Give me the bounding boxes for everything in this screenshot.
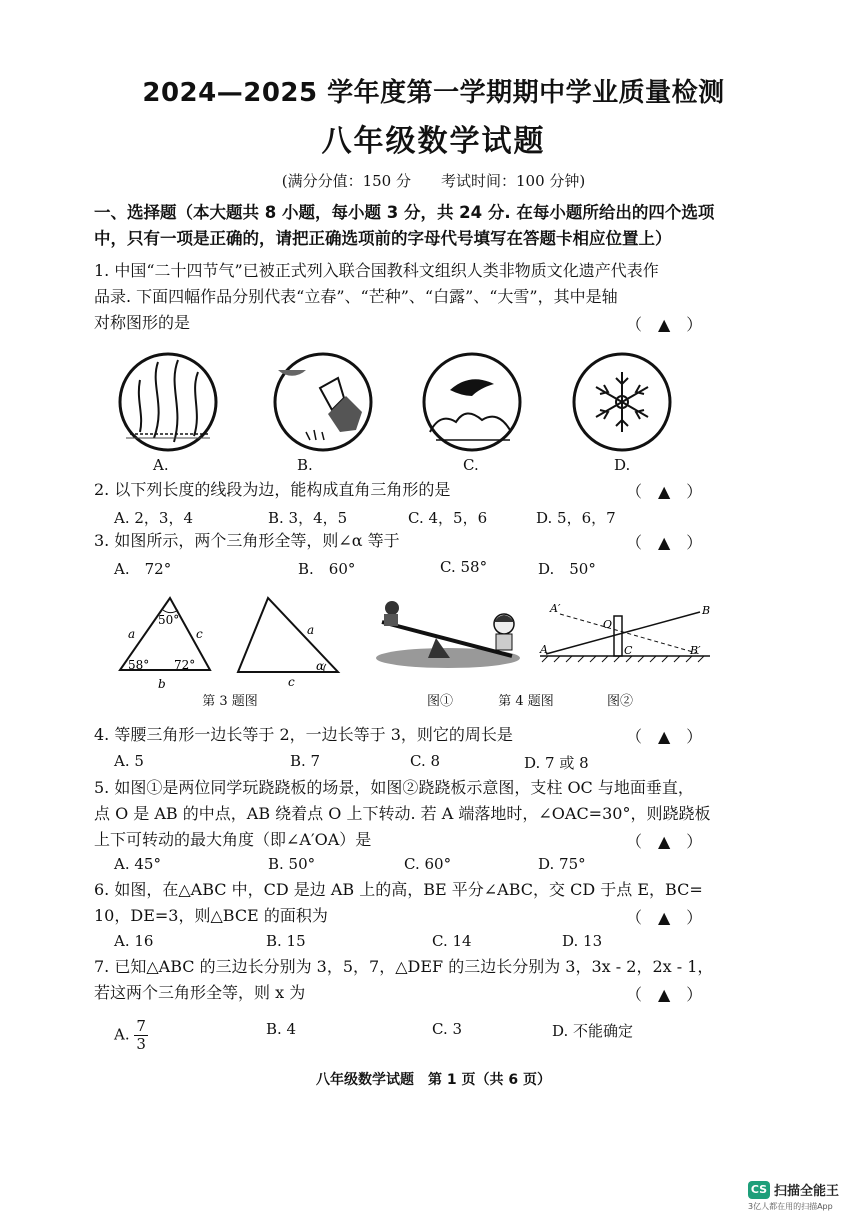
q4-option-d: D. 7 或 8 (524, 754, 589, 772)
q2-option-c: C. 4，5，6 (408, 509, 488, 527)
q1-option-c: C. (463, 456, 479, 474)
tri1-angle-left: 58° (128, 658, 150, 672)
q7-option-b: B. 4 (266, 1020, 297, 1038)
q1-option-a: A. (153, 456, 169, 474)
seesaw-scene-image (376, 601, 520, 668)
caption-fig1: 图① (426, 694, 453, 709)
q2-text: 2. 以下列长度的线段为边，能构成直角三角形的是 (94, 480, 451, 499)
q6-option-b: B. 15 (266, 932, 306, 950)
scanner-name: 扫描全能王 (774, 1184, 840, 1199)
q7-option-a-fraction (134, 1018, 148, 1053)
q3-option-d: D. 50° (538, 560, 596, 578)
q3-option-a: A. 72° (114, 560, 172, 578)
q5-option-c: C. 60° (404, 855, 452, 873)
label-c: C (624, 644, 633, 657)
q6-option-a: A. 16 (114, 932, 154, 950)
q1-images (110, 350, 730, 455)
q5-option-a: A. 45° (114, 855, 161, 873)
section-heading-line1: 一、选择题（本大题共 8 小题，每小题 3 分，共 24 分. 在每小题所给出的四个选项 (94, 203, 715, 222)
caption-fig2: 图② (606, 694, 633, 709)
q6-option-c: C. 14 (432, 932, 472, 950)
caption-q3: 第 3 题图 (202, 694, 258, 709)
tri1-angle-top: 50° (158, 613, 180, 627)
q7-option-a (114, 1018, 148, 1053)
q7-option-a-label: A. (114, 1025, 130, 1044)
q7-line2: 若这两个三角形全等，则 x 为 (94, 983, 306, 1002)
label-a: A (540, 643, 548, 656)
fraction-numerator: 7 (136, 1017, 146, 1035)
exam-info: (满分分值：150 分 考试时间：100 分钟) (281, 172, 586, 190)
tri2-side-a: a (307, 623, 315, 637)
q4-option-a: A. 5 (114, 752, 144, 770)
tri1-side-c: c (196, 627, 203, 641)
tri2-angle-alpha: α (316, 659, 325, 673)
q4-option-c: C. 8 (410, 752, 441, 770)
q5-line2: 点 O 是 AB 的中点，AB 绕着点 O 上下转动. 若 A 端落地时，∠OAC=30°，则跷跷板 (94, 804, 711, 823)
q1-option-d: D. (614, 456, 631, 474)
exam-title: 2024—2025 学年度第一学期期中学业质量检测 (142, 78, 725, 108)
q5-line1: 5. 如图①是两位同学玩跷跷板的场景，如图②跷跷板示意图，支柱 OC 与地面垂直， (94, 778, 694, 797)
q3-option-b: B. 60° (298, 560, 356, 578)
q6-answer-mark: （ ▲ ） (626, 908, 703, 927)
exam-subtitle: 八年级数学试题 (321, 124, 546, 159)
q3-answer-mark: （ ▲ ） (626, 533, 703, 552)
q1-line3: 对称图形的是 (94, 313, 191, 332)
tri1-side-a: a (128, 627, 136, 641)
tri1-side-b: b (158, 677, 166, 691)
q3-triangle-2 (238, 598, 338, 689)
caption-q4: 第 4 题图 (498, 694, 554, 709)
q7-line1: 7. 已知△ABC 的三边长分别为 3，5，7，△DEF 的三边长分别为 3，3x - 2，2x - 1， (94, 957, 714, 976)
section-heading-line2: 中，只有一项是正确的，请把正确选项前的字母代号填写在答题卡相应位置上） (94, 229, 672, 248)
q7-option-d: D. 不能确定 (552, 1022, 634, 1040)
q1-answer-mark: （ ▲ ） (626, 315, 703, 334)
q5-option-b: B. 50° (268, 855, 316, 873)
q6-line2: 10，DE=3，则△BCE 的面积为 (94, 906, 328, 925)
q2-option-a: A. 2，3，4 (114, 509, 193, 527)
tri1-angle-right: 72° (174, 658, 196, 672)
q3-option-c: C. 58° (440, 558, 488, 576)
solar-term-image-c (424, 354, 520, 450)
q6-option-d: D. 13 (562, 932, 603, 950)
q5-option-d: D. 75° (538, 855, 586, 873)
q7-option-c: C. 3 (432, 1020, 463, 1038)
label-o: O (603, 618, 613, 631)
q1-option-b: B. (297, 456, 313, 474)
q7-answer-mark: （ ▲ ） (626, 985, 703, 1004)
q6-line1: 6. 如图，在△ABC 中，CD 是边 AB 上的高，BE 平分∠ABC，交 CD 于点 E，BC= (94, 880, 703, 899)
q2-option-b: B. 3，4，5 (268, 509, 348, 527)
solar-term-image-b (275, 354, 371, 450)
solar-term-image-a (120, 354, 216, 450)
fraction-denominator: 3 (136, 1035, 146, 1053)
solar-term-image-d (574, 354, 670, 450)
scanner-watermark (748, 1180, 848, 1212)
q4-text: 4. 等腰三角形一边长等于 2，一边长等于 3，则它的周长是 (94, 725, 513, 744)
scanner-tagline: 3亿人都在用的扫描App (748, 1202, 833, 1211)
label-b: B (702, 604, 711, 617)
label-a-prime: A′ (550, 602, 561, 615)
q3-triangle-1 (120, 598, 210, 691)
figures-row (100, 592, 720, 692)
q3-text: 3. 如图所示，两个三角形全等，则∠α 等于 (94, 531, 400, 550)
label-b-prime: B′ (690, 644, 701, 657)
q1-line1: 1. 中国“二十四节气”已被正式列入联合国教科文组织人类非物质文化遗产代表作 (94, 261, 659, 280)
q1-line2: 品录. 下面四幅作品分别代表“立春”、“芒种”、“白露”、“大雪”，其中是轴 (94, 287, 618, 306)
q5-line3: 上下可转动的最大角度（即∠A′OA）是 (94, 830, 372, 849)
q4-option-b: B. 7 (290, 752, 321, 770)
q4-answer-mark: （ ▲ ） (626, 727, 703, 746)
q2-answer-mark: （ ▲ ） (626, 482, 703, 501)
seesaw-diagram (539, 602, 710, 662)
tri2-side-c: c (288, 675, 295, 689)
page-footer: 八年级数学试题 第 1 页（共 6 页） (316, 1072, 551, 1088)
q2-option-d: D. 5，6，7 (536, 509, 616, 527)
q5-answer-mark: （ ▲ ） (626, 832, 703, 851)
scanner-logo-icon: CS (748, 1181, 770, 1199)
